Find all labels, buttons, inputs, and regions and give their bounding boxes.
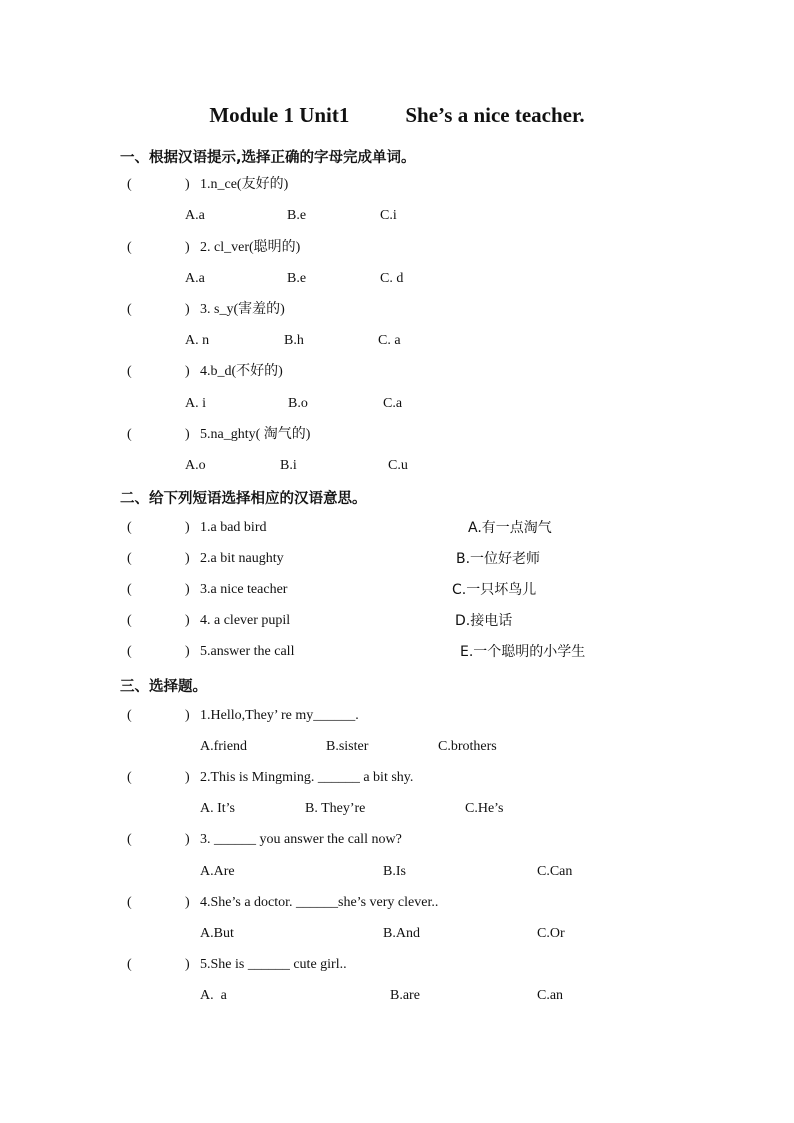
options-row	[0, 331, 794, 351]
section-2-heading: 二、给下列短语选择相应的汉语意思。	[120, 491, 367, 507]
option-b: B.Is	[383, 864, 406, 879]
options-row	[0, 799, 794, 819]
answer-paren-close: )	[185, 364, 190, 379]
option-b: B.o	[288, 396, 308, 411]
title-lesson: She’s a nice teacher.	[405, 103, 585, 127]
phrase-text: 4. a clever pupil	[200, 613, 291, 628]
options-row	[0, 456, 794, 476]
answer-paren-open: (	[127, 895, 132, 910]
option-b: B.are	[390, 988, 420, 1003]
answer-paren-open: (	[127, 644, 132, 659]
question-text: 3. s_y(害羞的)	[200, 302, 285, 317]
answer-paren-close: )	[185, 770, 190, 785]
answer-paren-close: )	[185, 644, 190, 659]
option-a: A.a	[185, 208, 205, 223]
answer-paren-close: )	[185, 582, 190, 597]
answer-paren-close: )	[185, 895, 190, 910]
question-row	[0, 830, 794, 850]
question-text: 4.She’s a doctor. ______she’s very clever..	[200, 895, 439, 910]
option-a: A. It’s	[200, 801, 235, 816]
options-row	[0, 206, 794, 226]
answer-paren-open: (	[127, 551, 132, 566]
option-c: C.brothers	[438, 739, 497, 754]
answer-paren-close: )	[185, 551, 190, 566]
option-a: A. n	[185, 333, 210, 348]
question-text: 1.n_ce(友好的)	[200, 177, 289, 192]
phrase-text: 5.answer the call	[200, 644, 295, 659]
option-c: C. a	[378, 333, 401, 348]
answer-paren-close: )	[185, 957, 190, 972]
question-row	[0, 425, 794, 445]
phrase-text: 3.a nice teacher	[200, 582, 288, 597]
option-a: A. a	[200, 988, 227, 1003]
options-row	[0, 924, 794, 944]
option-a: A.Are	[200, 864, 235, 879]
option-c: C.an	[537, 988, 564, 1003]
answer-paren-open: (	[127, 770, 132, 785]
matching-row	[0, 518, 794, 538]
question-row	[0, 955, 794, 975]
meaning-text: B.一位好老师	[456, 551, 541, 567]
matching-row	[0, 642, 794, 662]
option-c: C.u	[388, 458, 408, 473]
options-row	[0, 862, 794, 882]
option-b: B.sister	[326, 739, 369, 754]
answer-paren-close: )	[185, 832, 190, 847]
option-b: B.And	[383, 926, 420, 941]
phrase-text: 2.a bit naughty	[200, 551, 284, 566]
option-a: A.But	[200, 926, 234, 941]
option-a: A.a	[185, 271, 205, 286]
question-row	[0, 238, 794, 258]
option-b: B.e	[287, 271, 307, 286]
option-b: B.i	[280, 458, 297, 473]
meaning-text: E.一个聪明的小学生	[460, 644, 586, 660]
answer-paren-close: )	[185, 240, 190, 255]
answer-paren-open: (	[127, 582, 132, 597]
question-text: 4.b_d(不好的)	[200, 364, 283, 379]
options-row	[0, 737, 794, 757]
answer-paren-open: (	[127, 364, 132, 379]
answer-paren-close: )	[185, 520, 190, 535]
answer-paren-close: )	[185, 708, 190, 723]
question-text: 3. ______ you answer the call now?	[200, 832, 402, 847]
answer-paren-open: (	[127, 240, 132, 255]
phrase-text: 1.a bad bird	[200, 520, 267, 535]
option-b: B.e	[287, 208, 307, 223]
answer-paren-close: )	[185, 613, 190, 628]
question-text: 1.Hello,They’ re my______.	[200, 708, 359, 723]
option-c: C.Can	[537, 864, 573, 879]
matching-row	[0, 611, 794, 631]
answer-paren-close: )	[185, 177, 190, 192]
answer-paren-open: (	[127, 832, 132, 847]
meaning-text: D.接电话	[455, 613, 513, 629]
question-row	[0, 300, 794, 320]
answer-paren-open: (	[127, 708, 132, 723]
option-a: A.o	[185, 458, 206, 473]
section-3-heading: 三、选择题。	[120, 679, 207, 695]
meaning-text: C.一只坏鸟儿	[452, 582, 537, 598]
option-c: C. d	[380, 271, 404, 286]
options-row	[0, 986, 794, 1006]
matching-row	[0, 580, 794, 600]
meaning-text: A.有一点淘气	[468, 520, 552, 536]
answer-paren-close: )	[185, 302, 190, 317]
worksheet-title	[0, 103, 794, 128]
option-c: C.i	[380, 208, 397, 223]
option-c: C.He’s	[465, 801, 504, 816]
options-row	[0, 394, 794, 414]
section-1-heading: 一、根据汉语提示,选择正确的字母完成单词。	[120, 150, 416, 166]
question-row	[0, 175, 794, 195]
answer-paren-open: (	[127, 613, 132, 628]
question-row	[0, 362, 794, 382]
answer-paren-open: (	[127, 957, 132, 972]
options-row	[0, 269, 794, 289]
question-row	[0, 706, 794, 726]
option-c: C.a	[383, 396, 403, 411]
question-text: 2.This is Mingming. ______ a bit shy.	[200, 770, 414, 785]
option-b: B. They’re	[305, 801, 366, 816]
matching-row	[0, 549, 794, 569]
question-text: 2. cl_ver(聪明的)	[200, 240, 301, 255]
question-row	[0, 893, 794, 913]
option-a: A. i	[185, 396, 206, 411]
answer-paren-open: (	[127, 302, 132, 317]
answer-paren-open: (	[127, 177, 132, 192]
question-text: 5.na_ghty( 淘气的)	[200, 427, 311, 442]
option-a: A.friend	[200, 739, 248, 754]
option-c: C.Or	[537, 926, 565, 941]
title-unit: Module 1 Unit1	[209, 103, 350, 127]
answer-paren-open: (	[127, 520, 132, 535]
option-b: B.h	[284, 333, 304, 348]
answer-paren-close: )	[185, 427, 190, 442]
answer-paren-open: (	[127, 427, 132, 442]
question-row	[0, 768, 794, 788]
question-text: 5.She is ______ cute girl..	[200, 957, 347, 972]
